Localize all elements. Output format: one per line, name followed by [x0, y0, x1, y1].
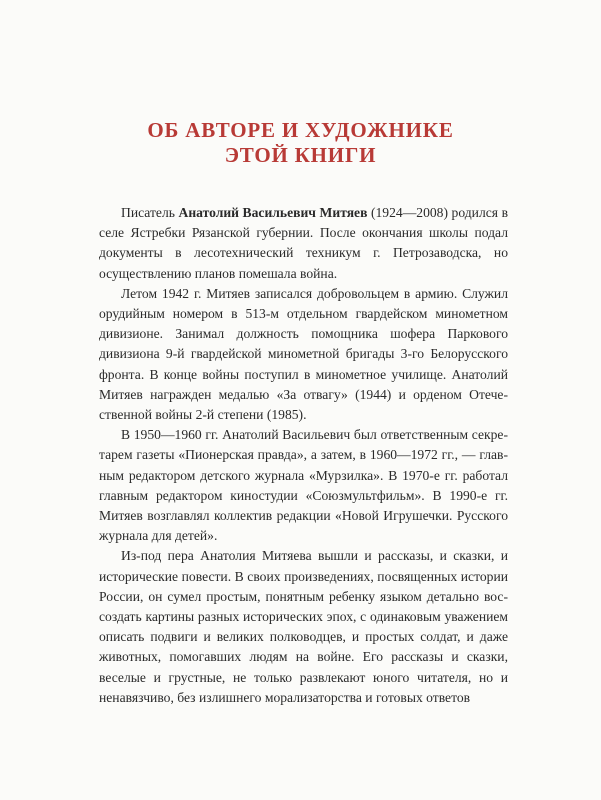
heading-line-2: ЭТОЙ КНИГИ: [224, 143, 377, 167]
paragraph-2: Летом 1942 г. Митяев записался добровольцем в армию. Служил орудийным номером в 513-м отдельном гвардейском минометном дивизионе. Занимал должность помощника шофера Паркового дивизиона 9-й гвардейской минометной бригады 3-го Белорусского фронта. В конце войны поступил в минометное училище. Анатолий Митяев награжден медалью «За отвагу» (1944) и орденом Отечественной войны 2-й степени (1985).: [99, 285, 508, 423]
author-name: Анатолий Васильевич Митяев: [178, 205, 368, 220]
paragraph-1: [99, 203, 508, 284]
section-heading: [0, 118, 601, 168]
paragraph-1-lead: Писатель: [121, 205, 179, 220]
heading-line-1: ОБ АВТОРЕ И ХУДОЖНИКЕ: [147, 118, 454, 142]
paragraph-1-rest: (1924—2008) родился в селе Ястребки Рязанской губернии. После окончания школы подал документы в лесотехнический техникум г. Петрозаводска, но осуществлению планов помешала война.: [99, 205, 508, 281]
paragraph-3: В 1950—1960 гг. Анатолий Васильевич был ответственным секретарем газеты «Пионерская правда», а затем, в 1960—1972 гг., — главным редактором детского журнала «Мурзилка». В 1970-е гг. работал главным редактором киностудии «Союзмультфильм». В 1990-е гг. Митяев возглавлял коллектив редакции «Новой Игрушечки. Русского журнала для детей».: [99, 427, 508, 544]
paragraph-4: Из-под пера Анатолия Митяева вышли и рассказы, и сказки, и исторические повести. В своих произведениях, посвященных истории России, он сумел простым, понятным ребенку языком детально воссоздать картины разных исторических эпох, с одинаковым уважением описать подвиги и великих полководцев, и простых солдат, и даже животных, помогавших людям на войне. Его рассказы и сказки, веселые и грустные, не только развлекают юного читателя, но и ненавязчиво, без излишнего морализаторства и готовых ответов: [99, 548, 508, 705]
article-body: [99, 203, 508, 708]
